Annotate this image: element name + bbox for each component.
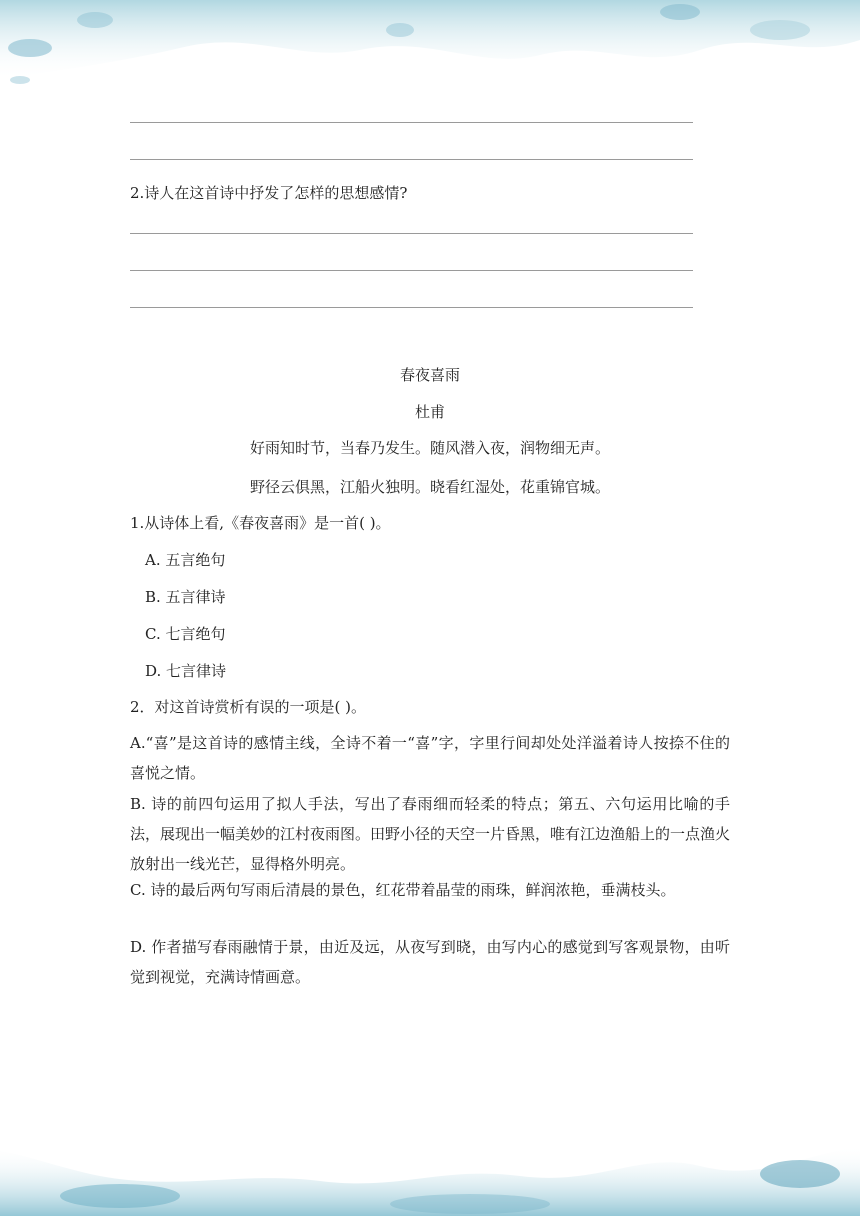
poem-author: 杜甫 bbox=[414, 403, 445, 421]
answer-line[interactable] bbox=[130, 307, 693, 308]
answer-line[interactable] bbox=[130, 122, 693, 123]
question-2-stem: 2．对这首诗赏析有误的一项是( )。 bbox=[130, 698, 367, 716]
answer-line[interactable] bbox=[130, 159, 693, 160]
answer-line[interactable] bbox=[130, 233, 693, 234]
question-1-stem: 1.从诗体上看,《春夜喜雨》是一首( )。 bbox=[130, 514, 391, 532]
question-prev-2: 2.诗人在这首诗中抒发了怎样的思想感情? bbox=[130, 184, 408, 202]
question-1-option-c[interactable]: C. 七言绝句 bbox=[145, 625, 226, 643]
poem-line-2: 野径云俱黑，江船火独明。晓看红湿处，花重锦官城。 bbox=[249, 478, 610, 496]
question-2-option-c[interactable]: C. 诗的最后两句写雨后清晨的景色，红花带着晶莹的雨珠，鲜润浓艳，垂满枝头。 bbox=[130, 881, 676, 899]
poem-line-1: 好雨知时节，当春乃发生。随风潜入夜，润物细无声。 bbox=[249, 439, 610, 457]
question-2-option-a[interactable]: A.“喜”是这首诗的感情主线，全诗不着一“喜”字，字里行间却处处洋溢着诗人按捺不住的喜悦之情。 bbox=[130, 734, 730, 782]
question-1-option-b[interactable]: B. 五言律诗 bbox=[145, 588, 226, 606]
question-2-option-b[interactable]: B. 诗的前四句运用了拟人手法，写出了春雨细而轻柔的特点；第五、六句运用比喻的手法，展现出一幅美妙的江村夜雨图。田野小径的天空一片昏黑，唯有江边渔船上的一点渔火放射出一线光芒，显得格外明亮。 bbox=[130, 795, 731, 873]
question-1-option-a[interactable]: A. 五言绝句 bbox=[145, 551, 226, 569]
question-1-option-d[interactable]: D. 七言律诗 bbox=[145, 662, 227, 680]
answer-line[interactable] bbox=[130, 270, 693, 271]
question-2-option-d[interactable]: D. 作者描写春雨融情于景，由近及远，从夜写到晓，由写内心的感觉到写客观景物，由听觉到视觉，充满诗情画意。 bbox=[130, 938, 730, 986]
poem-title: 春夜喜雨 bbox=[399, 366, 460, 384]
